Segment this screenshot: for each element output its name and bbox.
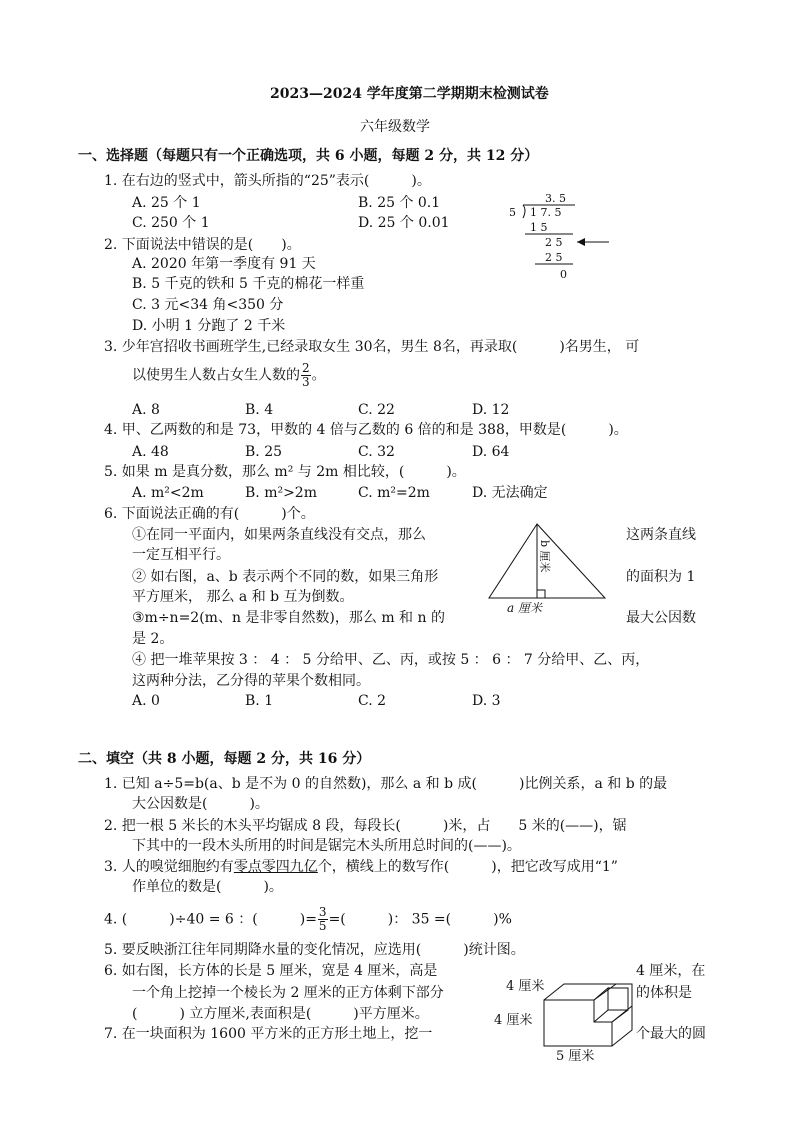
q6-statement-4b: 这两种分法，乙分得的苹果个数相同。 (132, 673, 370, 689)
division-dividend: 1 7. 5 (530, 206, 562, 219)
q6-statement-4a: ④ 把一堆苹果按 3 ： 4 ： 5 分给甲、乙、丙，或按 5 ： 6 ： 7 分给甲、乙、丙， (132, 652, 650, 668)
q1-stem: 1. 在右边的竖式中，箭头所指的“25”表示( )。 (104, 173, 431, 189)
fill-q2-line-2: 下其中的一段木头所用的时间是锯完木头所用总时间的(——)。 (132, 838, 521, 854)
fill-q6-line-1: 6. 如右图，长方体的长是 5 厘米，宽是 4 厘米，高是 (104, 963, 438, 979)
q2-option-b: B. 5 千克的铁和 5 千克的棉花一样重 (132, 276, 365, 292)
q6-option-c: C. 2 (358, 693, 387, 709)
q3-fraction (301, 362, 311, 389)
fill-q2-line-1: 2. 把一根 5 米长的木头平均锯成 8 段，每段长( )米，占 5 米的(——)，锯 (104, 818, 627, 834)
long-division-figure (505, 190, 615, 285)
q1-option-c: C. 250 个 1 (132, 215, 210, 231)
q3-fraction-denominator: 3 (302, 375, 310, 389)
q4-option-a: A. 48 (132, 444, 169, 460)
q2-option-d: D. 小明 1 分跑了 2 千米 (132, 318, 286, 334)
q3-option-b: B. 4 (245, 402, 274, 418)
fill-q3-line-2: 作单位的数是( )。 (132, 879, 283, 895)
q6-option-d: D. 3 (472, 693, 501, 709)
fill-q6-line-2-right: 的体积是 (636, 985, 692, 1001)
q6-statement-3b: 最大公因数 (626, 610, 696, 626)
q3-option-c: C. 22 (358, 402, 395, 418)
q3-option-a: A. 8 (132, 402, 160, 418)
fill-q3-line-1 (104, 858, 618, 876)
fill-q7-line-1: 7. 在一块面积为 1600 平方米的正方形土地上，挖一 (104, 1026, 433, 1042)
q6-statement-2a: ② 如右图，a、b 表示两个不同的数，如果三角形 (132, 569, 439, 585)
q6-statement-1c: 一定互相平行。 (132, 547, 230, 563)
cuboid-label-top: 4 厘米 (506, 979, 545, 994)
section-2-heading: 二、填空（共 8 小题，每题 2 分，共 16 分） (78, 751, 371, 767)
q2-stem: 2. 下面说法中错误的是( )。 (104, 237, 301, 253)
q6-statement-1a: ①在同一平面内，如果两条直线没有交点，那么 (132, 527, 426, 543)
triangle-figure (485, 520, 610, 620)
cuboid-label-bottom: 5 厘米 (556, 1049, 595, 1064)
fill-q4-numerator: 3 (318, 905, 327, 919)
fill-q3-post: 个，横线上的数写作( )，把它改写成用“1” (317, 859, 618, 875)
division-row-4: 0 (560, 268, 567, 281)
fill-q6-line-1-right: 4 厘米，在 (636, 963, 706, 979)
cuboid-label-left: 4 厘米 (494, 1013, 533, 1028)
q6-statement-2c: 平方厘米， 那么 a 和 b 互为倒数。 (132, 589, 354, 605)
q3-line-1: 3. 少年宫招收书画班学生,已经录取女生 30名，男生 8名，再录取( )名男生， 可 (104, 339, 640, 355)
q3-line-2-end: 。 (311, 367, 326, 384)
q6-option-a: A. 0 (132, 693, 160, 709)
exam-subtitle: 六年级数学 (360, 119, 430, 135)
fill-q3-underlined: 零点零四九亿 (233, 859, 318, 875)
arrow-icon (577, 238, 609, 246)
q4-option-b: B. 25 (245, 444, 283, 460)
division-divisor: 5 (509, 206, 516, 219)
triangle-base-label: a 厘米 (507, 601, 542, 615)
q6-statement-1b: 这两条直线 (626, 527, 696, 543)
fill-q4-pre: 4. ( )÷40 = 6 ：( )= (104, 911, 317, 928)
division-row-3: 2 5 (545, 251, 563, 264)
fill-q5-line: 5. 要反映浙江往年同期降水量的变化情况，应选用( )统计图。 (104, 942, 525, 958)
division-row-1: 1 5 (530, 221, 548, 234)
fill-q1-line-2: 大公因数是( )。 (132, 796, 269, 812)
q5-option-b: B. m²>2m (245, 485, 317, 501)
q3-fraction-numerator: 2 (302, 361, 310, 375)
q6-statement-3c: 是 2。 (132, 631, 174, 647)
fill-q4-fraction (318, 906, 328, 933)
fill-q4-post: =( )： 35 =( )% (328, 911, 512, 928)
q5-stem: 5. 如果 m 是真分数，那么 m² 与 2m 相比较，( )。 (104, 464, 466, 480)
section-1-heading: 一、选择题（每题只有一个正确选项，共 6 小题，每题 2 分，共 12 分） (78, 148, 539, 164)
fill-q6-line-3: ( ) 立方厘米,表面积是( )平方厘米。 (132, 1006, 429, 1022)
fill-q4-denominator: 5 (318, 919, 327, 933)
q5-option-d: D. 无法确定 (472, 485, 548, 501)
q5-option-c: C. m²=2m (358, 485, 430, 501)
q2-option-c: C. 3 元<34 角<350 分 (132, 297, 284, 313)
triangle-height-label: b 厘米 (538, 540, 551, 573)
q6-statement-2b: 的面积为 1 (626, 569, 696, 585)
division-row-2: 2 5 (545, 236, 563, 249)
q2-option-a: A. 2020 年第一季度有 91 天 (132, 256, 316, 272)
q1-option-a: A. 25 个 1 (132, 195, 201, 211)
q5-option-a: A. m²<2m (132, 485, 204, 501)
division-quotient: 3. 5 (545, 192, 566, 205)
q4-stem: 4. 甲、乙两数的和是 73，甲数的 4 倍与乙数的 6 倍的和是 388，甲数是( )。 (104, 422, 628, 438)
q6-stem: 6. 下面说法正确的有( )个。 (104, 506, 315, 522)
fill-q4-line (104, 906, 512, 933)
q6-option-b: B. 1 (245, 693, 274, 709)
fill-q1-line-1: 1. 已知 a÷5=b(a、b 是不为 0 的自然数)，那么 a 和 b 成( )比例关系，a 和 b 的最 (104, 776, 668, 792)
exam-title: 2023—2024 学年度第二学期期末检测试卷 (270, 86, 549, 102)
q3-line-2-text: 以使男生人数占女生人数的 (132, 367, 300, 384)
q4-option-c: C. 32 (358, 444, 395, 460)
q6-statement-3a: ③m÷n=2(m、n 是非零自然数)，那么 m 和 n 的 (132, 610, 445, 626)
fill-q7-line-1-right: 个最大的圆 (636, 1026, 706, 1042)
q3-option-d: D. 12 (472, 402, 510, 418)
q4-option-d: D. 64 (472, 444, 510, 460)
q3-line-2 (132, 362, 326, 389)
q1-option-b: B. 25 个 0.1 (358, 195, 441, 211)
fill-q3-pre: 3. 人的嗅觉细胞约有 (104, 859, 234, 875)
cuboid-figure (490, 970, 640, 1070)
fill-q6-line-2: 一个角上挖掉一个棱长为 2 厘米的正方体剩下部分 (132, 985, 444, 1001)
q1-option-d: D. 25 个 0.01 (358, 215, 450, 231)
